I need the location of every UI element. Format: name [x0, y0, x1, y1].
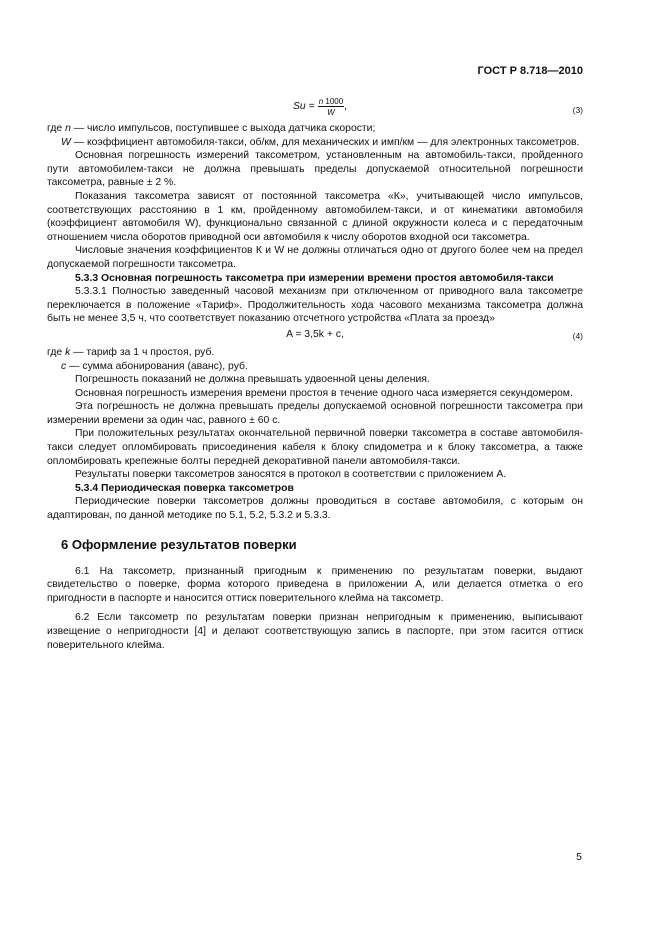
formula-4-number: (4)	[572, 330, 583, 341]
paragraph-6-2: 6.2 Если таксометр по результатам поверки признан непригодным к применению, выписывают извещение о непригодности [4] и делают соответствующую запись в паспорте, при этом гасится оттиск поверительного клейма.	[47, 612, 583, 651]
formula-3-lhs: Su	[293, 101, 306, 113]
where-c-text: — сумма абонирования (аванс), руб.	[66, 360, 248, 372]
formula-3-num-const: 1000	[325, 97, 344, 106]
where-k-line	[47, 346, 583, 360]
paragraph: Основная погрешность измерения времени простоя в течение одного часа измеряется секундомером.	[75, 387, 573, 399]
paragraph: Погрешность показаний не должна превышать удвоенной цены деления.	[75, 374, 430, 386]
formula-3-number: (3)	[572, 105, 583, 115]
paragraph: При положительных результатах окончательной первичной поверки таксометра в составе автомобиля-такси следует опломбировать присоединения кабеля к блоку спидометра и к блоку таксометра, а также опломбировать крепежные болты передней декоративной панели автомобиля-такси.	[47, 428, 583, 467]
formula-4-expression: A = 3,5k + c,	[286, 328, 344, 340]
where-w-text: — коэффициент автомобиля-такси, об/км, для механических и имп/км — для электронных таксометров.	[70, 136, 580, 148]
where-c-line	[47, 360, 583, 374]
paragraph: Основная погрешность измерений таксометром, установленным на автомобиль-такси, пройденного пути автомобилем-такси не должна превышать пределы допускаемой относительной погрешности таксометра, равные ± 2 %.	[47, 150, 583, 189]
paragraph: Эта погрешность не должна превышать пределы допускаемой основной погрешности таксометра при измерении времени за один час, равного ± 60 с.	[47, 401, 583, 426]
formula-3-num-var: n	[318, 97, 324, 106]
section-6-title: 6 Оформление результатов поверки	[61, 536, 297, 552]
paragraph: Результаты поверки таксометров заносятся в протокол в соответствии с приложением А.	[75, 469, 507, 481]
where-w-line	[47, 136, 583, 150]
paragraph-5-3-3-1: 5.3.3.1 Полностью заведенный часовой механизм при отключенном от приводного вала таксометре переключается в положение «Тариф». Продолжительность хода часового механизма таксометра должна быть не менее 3,5 ч, что соответствует показанию отсчетного устройства «Плата за проезд»	[47, 286, 583, 325]
page-number: 5	[576, 851, 582, 863]
heading-5-3-4: 5.3.4 Периодическая поверка таксометров	[75, 482, 294, 494]
heading-5-3-3: 5.3.3 Основная погрешность таксометра при измерении времени простоя автомобиля-такси	[75, 272, 554, 284]
formula-3-denominator: W	[327, 108, 335, 117]
formula-3-fraction	[318, 97, 344, 117]
formula-4	[47, 326, 583, 346]
paragraph: Показания таксометра зависят от постоянной таксометра «К», учитывающей число импульсов, соответствующих расстоянию в 1 км, пройденному автомобилем-такси, и от кинематики автомобиля (коэффициент автомобиля W), функционально связанной с длиной окружности колеса и с передаточным отношением числа оборотов приводной оси автомобиля к числу оборотов входной оси таксометра.	[47, 190, 583, 243]
where-k-text: — тариф за 1 ч простоя, руб.	[70, 346, 215, 358]
where-n-line	[47, 122, 583, 136]
formula-3-equals: =	[305, 101, 315, 113]
document-id-header: ГОСТ Р 8.718—2010	[477, 65, 583, 77]
formula-3	[47, 92, 583, 122]
var-k: k	[65, 346, 71, 358]
var-c: c	[61, 360, 67, 372]
formula-3-numerator	[318, 97, 344, 107]
var-w: W	[61, 136, 71, 148]
var-n: n	[65, 123, 71, 134]
where-n-text: — число импульсов, поступившее с выхода датчика скорости;	[70, 123, 376, 134]
page-content	[47, 92, 583, 652]
paragraph: Числовые значения коэффициентов К и W не должны отличаться одно от другого более чем на предел допускаемой погрешности таксометра.	[47, 245, 583, 270]
paragraph-5-3-4: Периодические поверки таксометров должны проводиться в составе автомобиля, с которым он адаптирован, по данной методике по 5.1, 5.2, 5.3.2 и 5.3.3.	[47, 496, 583, 522]
where-prefix: где	[47, 123, 66, 134]
formula-3-tail: ,	[344, 101, 348, 113]
formula-3-expression	[293, 97, 347, 117]
paragraph-6-1: 6.1 На таксометр, признанный пригодным к применению по результатам поверки, выдают свидетельство о поверке, форма которого приведена в приложении А, или делается отметка о его пригодности в паспорте и наносится оттиск поверительного клейма на таксометр.	[47, 565, 583, 604]
where-prefix: где	[47, 346, 66, 358]
